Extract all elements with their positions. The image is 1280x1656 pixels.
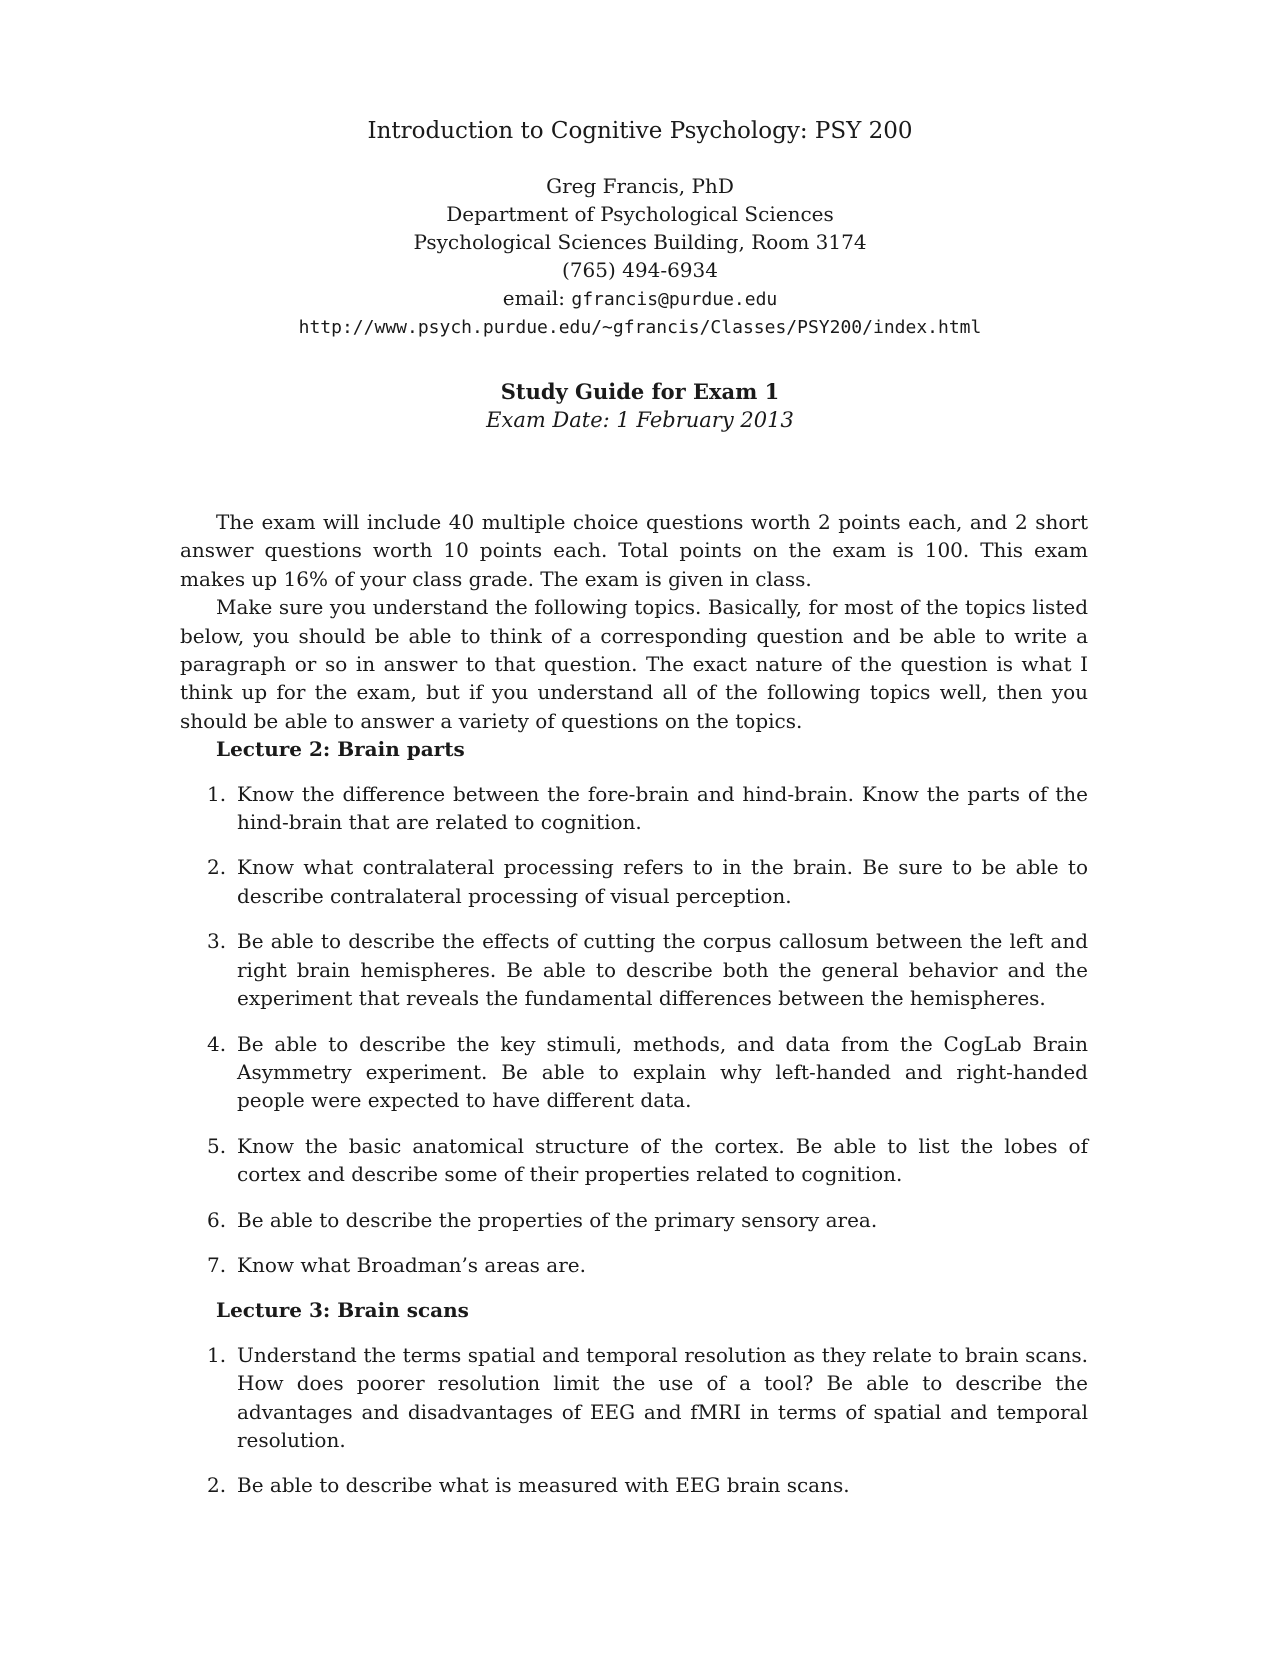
list-item: 6. Be able to describe the properties of the primary sensory area. [207, 1207, 878, 1232]
list-item: 2. Be able to describe what is measured with EEG brain scans. [207, 1473, 850, 1498]
topic-list-lecture-2 [180, 780, 1088, 1280]
course-url: http://www.psych.purdue.edu/∼gfrancis/Classes/PSY200/index.html [298, 317, 982, 338]
list-item: 7. Know what Broadman’s areas are. [207, 1252, 586, 1277]
office-location: Psychological Sciences Building, Room 3174 [413, 230, 867, 254]
contact-block [0, 172, 1280, 342]
list-item: 2. Know what contralateral processing refers to in the brain. Be sure to be able to describe contralateral processing of visual perception. [207, 855, 1088, 908]
list-item: 1. Understand the terms spatial and temporal resolution as they relate to brain scans. How does poorer resolution limit the use of a tool? Be able to describe the advantages and disadvantages of EEG and fMRI in terms of spatial and temporal resolution. [207, 1342, 1088, 1452]
list-item: 4. Be able to describe the key stimuli, methods, and data from the CogLab Brain Asymmetry experiment. Be able to explain why left-handed and right-handed people were expected to have different data. [207, 1031, 1088, 1113]
exam-date: Exam Date: 1 February 2013 [486, 408, 794, 432]
section-heading-lecture-3: Lecture 3: Brain scans [216, 1298, 469, 1323]
department-name: Department of Psychological Sciences [446, 202, 834, 226]
course-title: Introduction to Cognitive Psychology: PSY 200 [367, 118, 913, 144]
list-item: 3. Be able to describe the effects of cutting the corpus callosum between the left and right brain hemispheres. Be able to describe both the general behavior and the experiment that reveals the fundamental differences between the hemispheres. [207, 929, 1088, 1011]
document-body [180, 508, 1088, 1517]
email-address: gfrancis@purdue.edu [571, 289, 778, 310]
section-heading-lecture-2: Lecture 2: Brain parts [216, 737, 465, 762]
topic-list-lecture-3 [180, 1341, 1088, 1500]
email-line [0, 284, 1280, 314]
list-item: 1. Know the difference between the fore-brain and hind-brain. Know the parts of the hind-brain that are related to cognition. [207, 781, 1088, 835]
instructions-paragraph: Make sure you understand the following topics. Basically, for most of the topics listed below, you should be able to think of a corresponding question and be able to write a paragraph or so in answer to that question. The exact nature of the question is what I think up for the exam, but if you understand all of the following topics well, then you should be able to answer a variety of questions on the topics. [180, 595, 1088, 733]
email-label: email: [502, 286, 565, 310]
phone-number: (765) 494-6934 [562, 258, 718, 282]
list-item: 5. Know the basic anatomical structure of the cortex. Be able to list the lobes of cortex and describe some of their properties related to cognition. [207, 1133, 1088, 1187]
study-guide-title: Study Guide for Exam 1 [500, 379, 780, 404]
intro-paragraph: The exam will include 40 multiple choice questions worth 2 points each, and 2 short answer questions worth 10 points each. Total points on the exam is 100. This exam makes up 16% of your class grade. The exam is given in class. [180, 510, 1088, 591]
instructor-name: Greg Francis, PhD [546, 174, 734, 198]
study-guide-heading [0, 378, 1280, 434]
